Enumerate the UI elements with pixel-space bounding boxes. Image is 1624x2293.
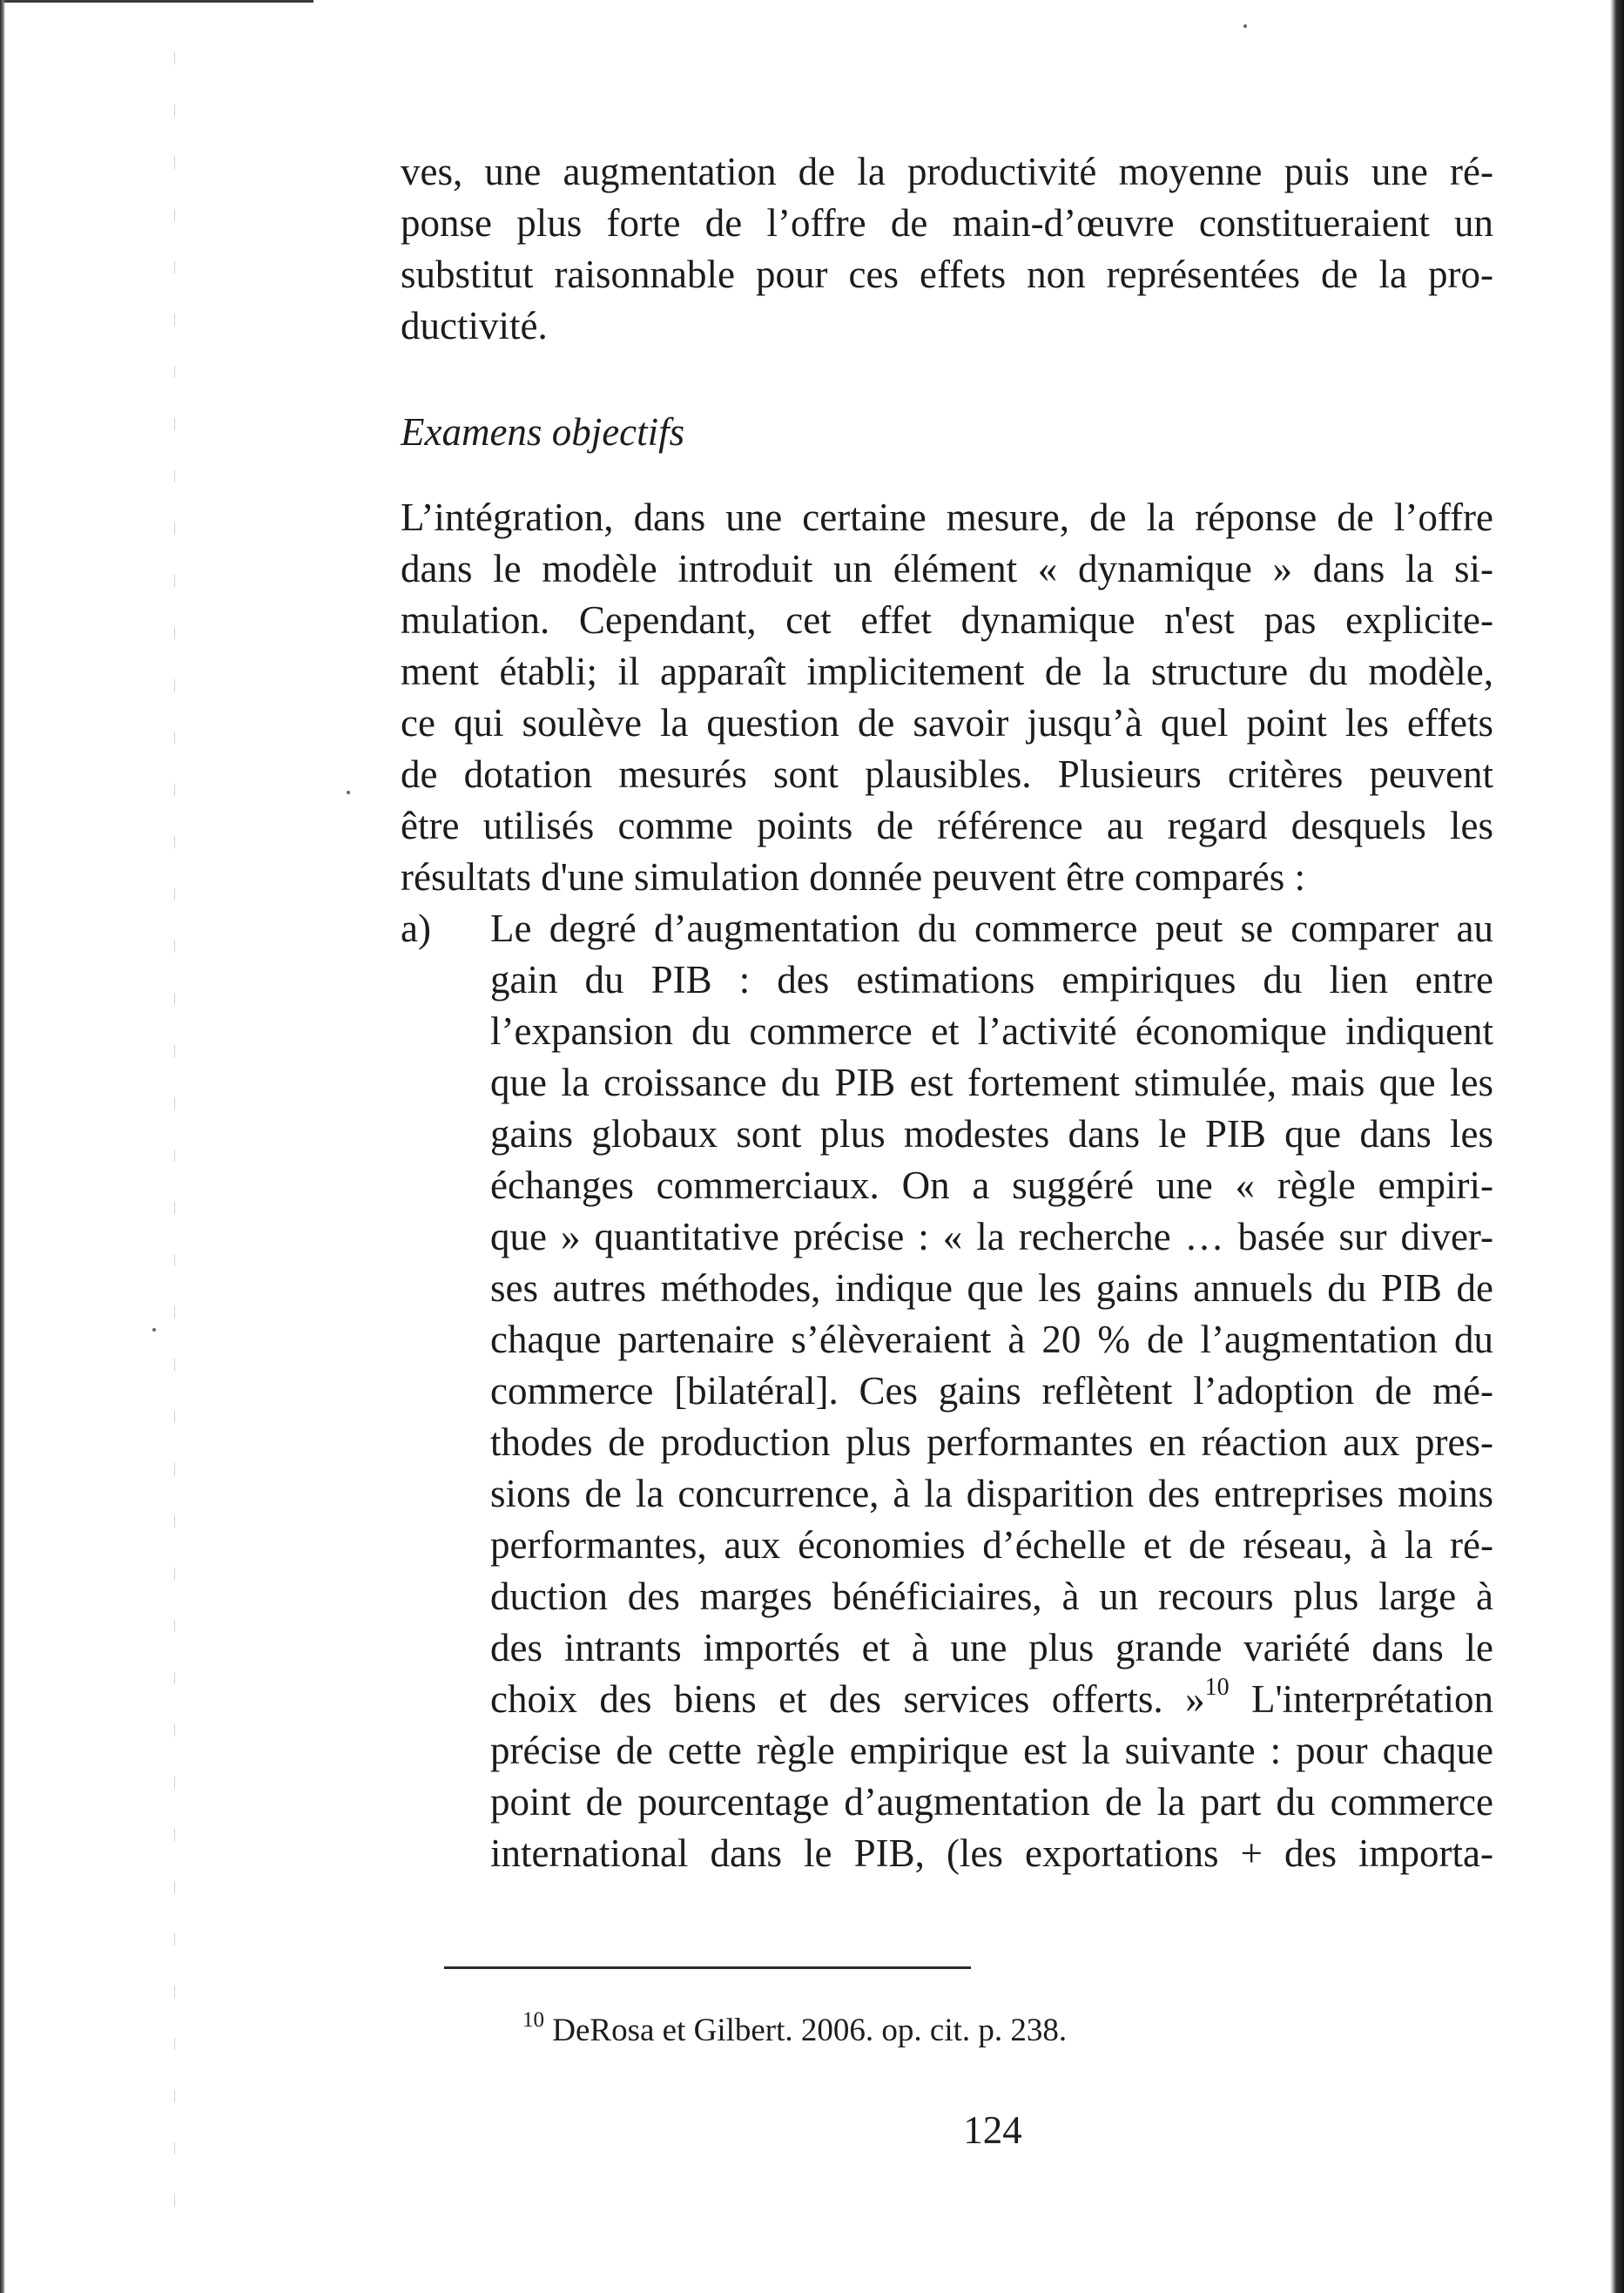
text-line: Le degré d’augmentation du commerce peut se comparer au xyxy=(490,907,1493,950)
text-line: sions de la concurrence, à la disparition des entreprises moins xyxy=(490,1472,1493,1515)
text-line: dans le modèle introduit un élément « dynamique » dans la si- xyxy=(401,547,1493,590)
text-line: ment établi; il apparaît implicitement de la structure du modèle, xyxy=(401,650,1493,693)
text-line: l’expansion du commerce et l’activité économique indiquent xyxy=(490,1009,1493,1053)
text-line: point de pourcentage d’augmentation de la part du commerce xyxy=(490,1780,1493,1824)
scan-left-edge xyxy=(0,0,5,2293)
footnote-rule xyxy=(444,1966,971,1969)
text-line: ses autres méthodes, indique que les gains annuels du PIB de xyxy=(490,1266,1493,1310)
text-line: performantes, aux économies d’échelle et de réseau, à la ré- xyxy=(490,1523,1493,1567)
text-line: résultats d'une simulation donnée peuvent être comparés : xyxy=(401,855,1306,899)
text-line-with-footnote-ref xyxy=(490,1674,1493,1725)
scan-gutter-line xyxy=(174,52,175,2229)
scan-speck xyxy=(152,1328,156,1332)
section-heading: Examens objectifs xyxy=(401,410,685,454)
text-line: que la croissance du PIB est fortement stimulée, mais que les xyxy=(490,1061,1493,1104)
scan-speck xyxy=(1243,24,1247,28)
text-line: commerce [bilatéral]. Ces gains reflètent l’adoption de mé- xyxy=(490,1369,1493,1413)
text-line: gain du PIB : des estimations empiriques du lien entre xyxy=(490,958,1493,1002)
footnote-mark: 10 xyxy=(522,2008,544,2032)
text-line: précise de cette règle empirique est la suivante : pour chaque xyxy=(490,1729,1493,1772)
text-line: de dotation mesurés sont plausibles. Plusieurs critères peuvent xyxy=(401,752,1493,796)
text-line: ponse plus forte de l’offre de main-d’œuvre constitueraient un xyxy=(401,201,1493,245)
paragraph-main xyxy=(401,492,1493,903)
text-line: des intrants importés et à une plus grande variété dans le xyxy=(490,1626,1493,1669)
text-line: L’intégration, dans une certaine mesure, de la réponse de l’offre xyxy=(401,496,1493,539)
list-item-body xyxy=(490,903,1493,1879)
text-segment: choix des biens et des services offerts. » xyxy=(490,1677,1205,1721)
text-line: ductivité. xyxy=(401,304,548,347)
footnote-reference: 10 xyxy=(1204,1674,1230,1701)
text-line: chaque partenaire s’élèveraient à 20 % de l’augmentation du xyxy=(490,1318,1493,1361)
text-line: thodes de production plus performantes en réaction aux pres- xyxy=(490,1420,1493,1464)
text-line: substitut raisonnable pour ces effets non représentées de la pro- xyxy=(401,253,1493,296)
list-marker: a) xyxy=(401,907,431,950)
text-line: gains globaux sont plus modestes dans le PIB que dans les xyxy=(490,1112,1493,1156)
scan-speck xyxy=(347,791,350,794)
footnote-text: DeRosa et Gilbert. 2006. op. cit. p. 238. xyxy=(544,2013,1068,2048)
text-line: mulation. Cependant, cet effet dynamique n'est pas explicite- xyxy=(401,598,1493,642)
text-line: ves, une augmentation de la productivité moyenne puis une ré- xyxy=(401,150,1493,193)
paragraph-intro xyxy=(401,146,1493,352)
footnote xyxy=(522,2010,1067,2052)
text-line: international dans le PIB, (les exportations + des importa- xyxy=(490,1831,1493,1875)
text-line: duction des marges bénéficiaires, à un recours plus large à xyxy=(490,1575,1493,1618)
text-line: être utilisés comme points de référence au regard desquels les xyxy=(401,804,1493,847)
page-number: 124 xyxy=(963,2108,1022,2152)
scan-right-edge xyxy=(1610,0,1624,2293)
text-line: ce qui soulève la question de savoir jusqu’à quel point les effets xyxy=(401,701,1493,745)
scan-top-rule xyxy=(0,0,313,3)
text-segment: L'interprétation xyxy=(1229,1677,1493,1721)
text-line: échanges commerciaux. On a suggéré une « règle empiri- xyxy=(490,1163,1493,1207)
text-line: que » quantitative précise : « la recherche … basée sur diver- xyxy=(490,1215,1493,1258)
